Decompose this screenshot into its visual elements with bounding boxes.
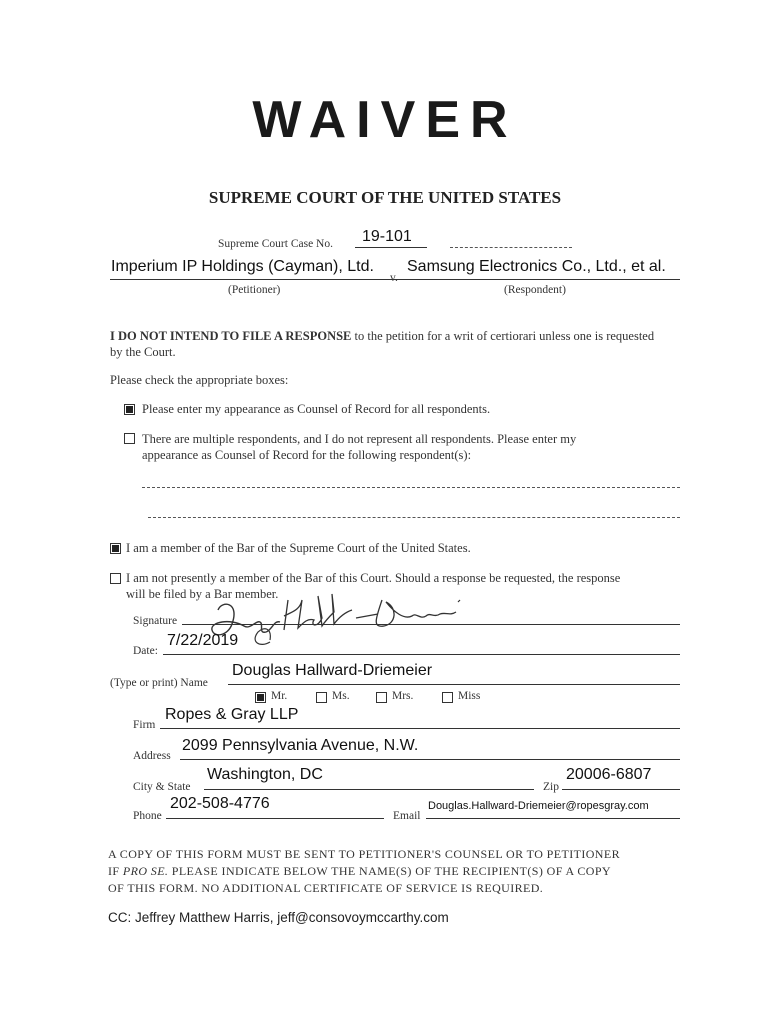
petitioner-name: Imperium IP Holdings (Cayman), Ltd. xyxy=(111,258,374,275)
respondent-name: Samsung Electronics Co., Ltd., et al. xyxy=(407,258,666,275)
multiple-line1: There are multiple respondents, and I do not represent all respondents. Please enter my xyxy=(142,432,577,446)
statement-rest: to the petition for a writ of certiorari unless one is requested xyxy=(351,329,655,343)
petitioner-label: (Petitioner) xyxy=(228,284,281,296)
statement-line2: by the Court. xyxy=(110,345,176,359)
multiple-respondents-checkbox[interactable] xyxy=(124,433,135,444)
handwritten-signature xyxy=(200,582,470,652)
title-mr-label: Mr. xyxy=(271,690,288,702)
name-line xyxy=(228,684,680,685)
notice-line1: A COPY OF THIS FORM MUST BE SENT TO PETITIONER'S COUNSEL OR TO PETITIONER xyxy=(108,847,620,861)
zip-value: 20006-6807 xyxy=(566,766,652,783)
signature-label: Signature xyxy=(133,615,178,627)
response-statement xyxy=(110,328,690,360)
court-name: SUPREME COURT OF THE UNITED STATES xyxy=(208,188,562,207)
bar-member-text: I am a member of the Bar of the Supreme Court of the United States. xyxy=(126,541,471,555)
case-no-line xyxy=(355,247,427,248)
appearance-all-checkbox[interactable] xyxy=(124,404,135,415)
city-label: City & State xyxy=(133,781,191,793)
title-ms-checkbox[interactable] xyxy=(316,692,327,703)
date-line xyxy=(163,654,680,655)
notice-pro-se: PRO SE. xyxy=(122,864,169,878)
address-label: Address xyxy=(133,750,171,762)
not-member-line1: I am not presently a member of the Bar of this Court. Should a response be requested, the response xyxy=(126,571,621,585)
not-member-line2: will be filed by a Bar member. xyxy=(126,587,279,601)
date-label: Date: xyxy=(133,645,158,657)
notice-line3: OF THIS FORM. NO ADDITIONAL CERTIFICATE OF SERVICE IS REQUIRED. xyxy=(108,881,544,895)
title-ms-label: Ms. xyxy=(332,690,350,702)
title-mrs-label: Mrs. xyxy=(392,690,414,702)
instructions-text: Please check the appropriate boxes: xyxy=(110,373,289,387)
email-value: Douglas.Hallward-Driemeier@ropesgray.com xyxy=(428,800,649,812)
appearance-all-text: Please enter my appearance as Counsel of Record for all respondents. xyxy=(142,402,491,416)
form-title: WAIVER xyxy=(252,91,518,149)
respondents-line-1 xyxy=(142,487,680,488)
parties-line xyxy=(110,279,680,280)
zip-line xyxy=(562,789,680,790)
notice-line2-prefix: IF xyxy=(108,864,123,878)
firm-label: Firm xyxy=(133,719,156,731)
address-value: 2099 Pennsylvania Avenue, N.W. xyxy=(182,737,419,754)
name-value: Douglas Hallward-Driemeier xyxy=(232,662,433,679)
email-label: Email xyxy=(393,810,421,822)
city-value: Washington, DC xyxy=(207,766,323,783)
address-line xyxy=(180,759,680,760)
title-mrs-checkbox[interactable] xyxy=(376,692,387,703)
firm-value: Ropes & Gray LLP xyxy=(165,706,299,723)
name-label: (Type or print) Name xyxy=(110,677,208,689)
bar-member-checkbox[interactable] xyxy=(110,543,121,554)
cc-recipient: CC: Jeffrey Matthew Harris, jeff@consovoymccarthy.com xyxy=(108,910,449,925)
case-no-label: Supreme Court Case No. xyxy=(218,238,333,250)
date-value: 7/22/2019 xyxy=(167,632,239,649)
phone-line xyxy=(166,818,384,819)
email-line xyxy=(426,818,680,819)
multiple-line2: appearance as Counsel of Record for the following respondent(s): xyxy=(142,448,472,462)
case-no-extra-line xyxy=(450,247,572,248)
not-member-checkbox[interactable] xyxy=(110,573,121,584)
notice-line2-rest: PLEASE INDICATE BELOW THE NAME(S) OF THE RECIPIENT(S) OF A COPY xyxy=(168,864,611,878)
zip-label: Zip xyxy=(543,781,559,793)
phone-label: Phone xyxy=(133,810,162,822)
title-mr-checkbox[interactable] xyxy=(255,692,266,703)
respondent-label: (Respondent) xyxy=(504,284,566,296)
firm-line xyxy=(160,728,680,729)
respondents-line-2 xyxy=(148,517,680,518)
statement-bold: I DO NOT INTEND TO FILE A RESPONSE xyxy=(110,329,352,343)
phone-value: 202-508-4776 xyxy=(170,795,270,812)
service-notice xyxy=(108,846,688,897)
title-miss-checkbox[interactable] xyxy=(442,692,453,703)
city-line xyxy=(204,789,534,790)
versus-label: v. xyxy=(390,272,398,284)
case-no-value: 19-101 xyxy=(362,228,412,245)
multiple-respondents-text xyxy=(142,431,682,463)
title-miss-label: Miss xyxy=(458,690,481,702)
